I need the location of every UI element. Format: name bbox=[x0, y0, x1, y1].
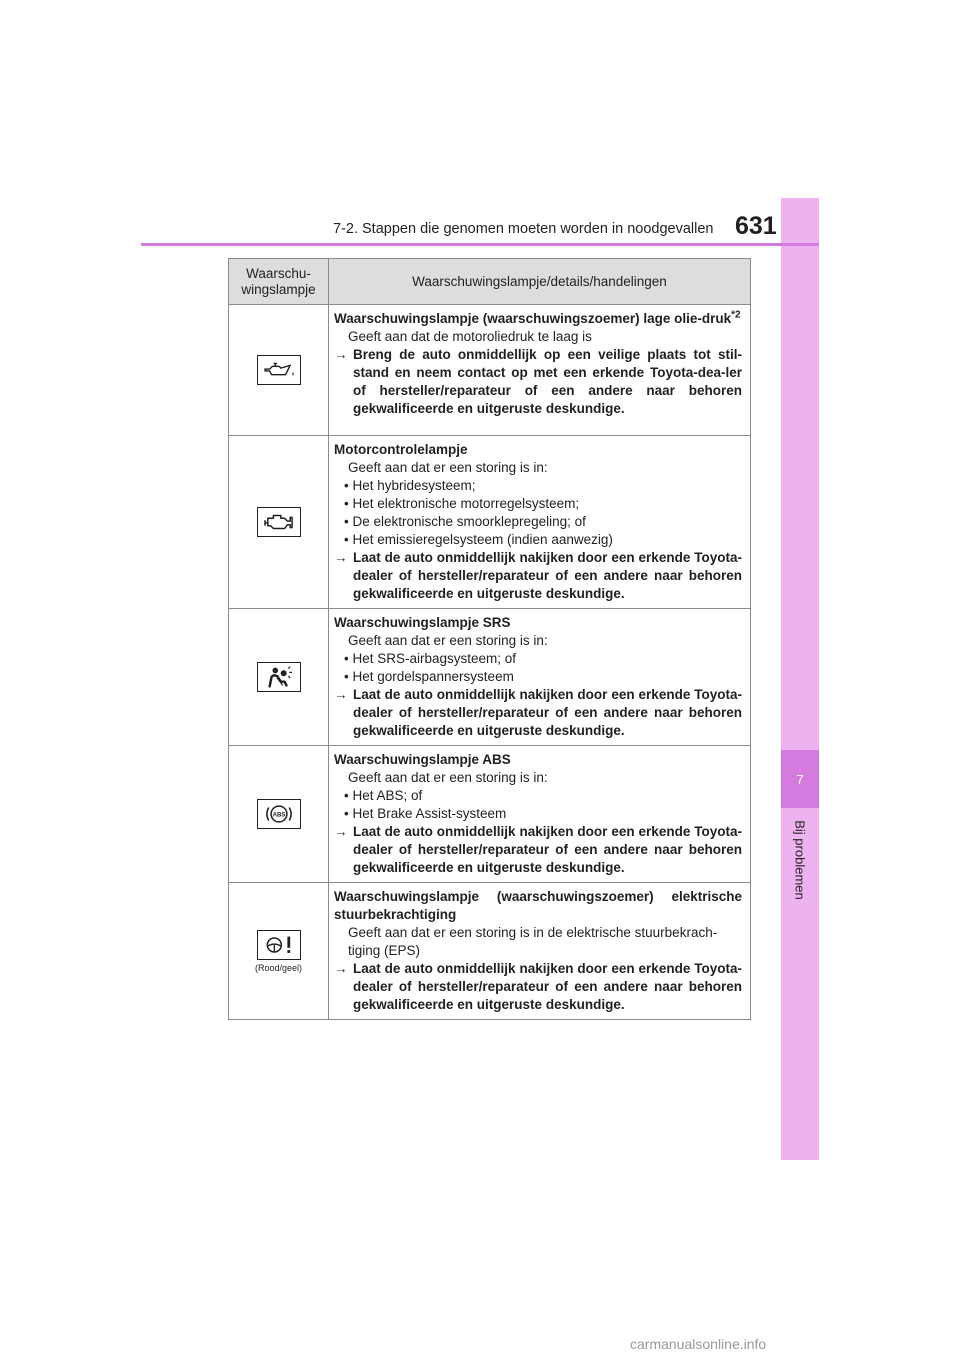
icon-cell bbox=[229, 305, 329, 436]
chapter-side-tab bbox=[781, 198, 819, 1160]
row-action: → Laat de auto onmiddellijk nakijken door een erkende Toyota-dealer of hersteller/reparateur of een andere naar behoren gekwalificeerde en uitgeruste deskundige. bbox=[334, 687, 742, 738]
list-item: • Het elektronische motorregelsysteem; bbox=[334, 495, 742, 513]
oil-pressure-icon bbox=[257, 355, 301, 385]
description-cell bbox=[329, 305, 751, 436]
row-description: Geeft aan dat er een storing is in: bbox=[348, 770, 548, 785]
icon-caption: (Rood/geel) bbox=[254, 962, 303, 973]
description-cell bbox=[329, 436, 751, 609]
row-action: → Laat de auto onmiddellijk nakijken door een erkende Toyota-dealer of hersteller/reparateur of een andere naar behoren gekwalificeerde en uitgeruste deskundige. bbox=[334, 550, 742, 601]
description-cell bbox=[329, 746, 751, 883]
list-item: • Het SRS-airbagsysteem; of bbox=[334, 650, 742, 668]
list-item: • Het emissieregelsysteem (indien aanwezig) bbox=[334, 531, 742, 549]
list-item: • Het Brake Assist-systeem bbox=[334, 805, 742, 823]
table-row bbox=[229, 305, 751, 436]
icon-cell bbox=[229, 609, 329, 746]
chapter-number: 7 bbox=[781, 750, 819, 808]
table-row bbox=[229, 436, 751, 609]
description-cell bbox=[329, 609, 751, 746]
row-title: Waarschuwingslampje SRS bbox=[334, 615, 511, 630]
icon-cell bbox=[229, 883, 329, 1020]
list-item: • Het hybridesysteem; bbox=[334, 477, 742, 495]
srs-airbag-icon bbox=[257, 662, 301, 692]
row-action: → Laat de auto onmiddellijk nakijken door een erkende Toyota-dealer of hersteller/reparateur of een andere naar behoren gekwalificeerde en uitgeruste deskundige. bbox=[334, 961, 742, 1012]
list-item: • Het ABS; of bbox=[334, 787, 742, 805]
watermark: carmanualsonline.info bbox=[630, 1336, 767, 1352]
abs-icon bbox=[257, 799, 301, 829]
row-title: Waarschuwingslampje (waarschuwingszoemer) lage olie-druk$^{*2}$ bbox=[334, 309, 741, 326]
row-title: Motorcontrolelampje bbox=[334, 442, 468, 457]
row-description: Geeft aan dat er een storing is in de elektrische stuurbekrach-tiging (EPS) bbox=[348, 925, 718, 958]
row-action: → Laat de auto onmiddellijk nakijken door een erkende Toyota-dealer of hersteller/reparateur of een andere naar behoren gekwalificeerde en uitgeruste deskundige. bbox=[334, 824, 742, 875]
page-number: 631 bbox=[735, 212, 777, 240]
description-cell bbox=[329, 883, 751, 1020]
icon-column-header: Waarschu- wingslampje bbox=[229, 259, 329, 305]
row-description: Geeft aan dat er een storing is in: bbox=[348, 460, 548, 475]
list-item: • De elektronische smoorklepregeling; of bbox=[334, 513, 742, 531]
row-action: → Breng de auto onmiddellijk op een veilige plaats tot stil-stand en neem contact op met een erkende Toyota-dea-ler of hersteller/reparateur of een andere naar behoren gekwalificeerde en uitgeruste deskundige. bbox=[334, 347, 742, 416]
row-description: Geeft aan dat er een storing is in: bbox=[348, 633, 548, 648]
icon-cell bbox=[229, 436, 329, 609]
table-row bbox=[229, 609, 751, 746]
table-row bbox=[229, 883, 751, 1020]
list-item: • Het gordelspannersysteem bbox=[334, 668, 742, 686]
table-header-row bbox=[229, 259, 751, 305]
warning-lights-table bbox=[228, 258, 751, 1020]
header-rule bbox=[141, 243, 819, 246]
row-title: Waarschuwingslampje (waarschuwingszoemer) elektrische stuurbekrachtiging bbox=[334, 889, 742, 922]
chapter-label: Bij problemen bbox=[792, 820, 808, 900]
row-description: Geeft aan dat de motoroliedruk te laag is bbox=[348, 329, 592, 344]
icon-cell bbox=[229, 746, 329, 883]
abs-icon-label: ABS bbox=[272, 812, 285, 819]
row-title: Waarschuwingslampje ABS bbox=[334, 752, 511, 767]
section-title: 7-2. Stappen die genomen moeten worden in noodgevallen bbox=[333, 221, 714, 237]
table-row bbox=[229, 746, 751, 883]
engine-check-icon bbox=[257, 507, 301, 537]
power-steering-icon bbox=[257, 930, 301, 960]
description-column-header: Waarschuwingslampje/details/handelingen bbox=[329, 259, 751, 305]
